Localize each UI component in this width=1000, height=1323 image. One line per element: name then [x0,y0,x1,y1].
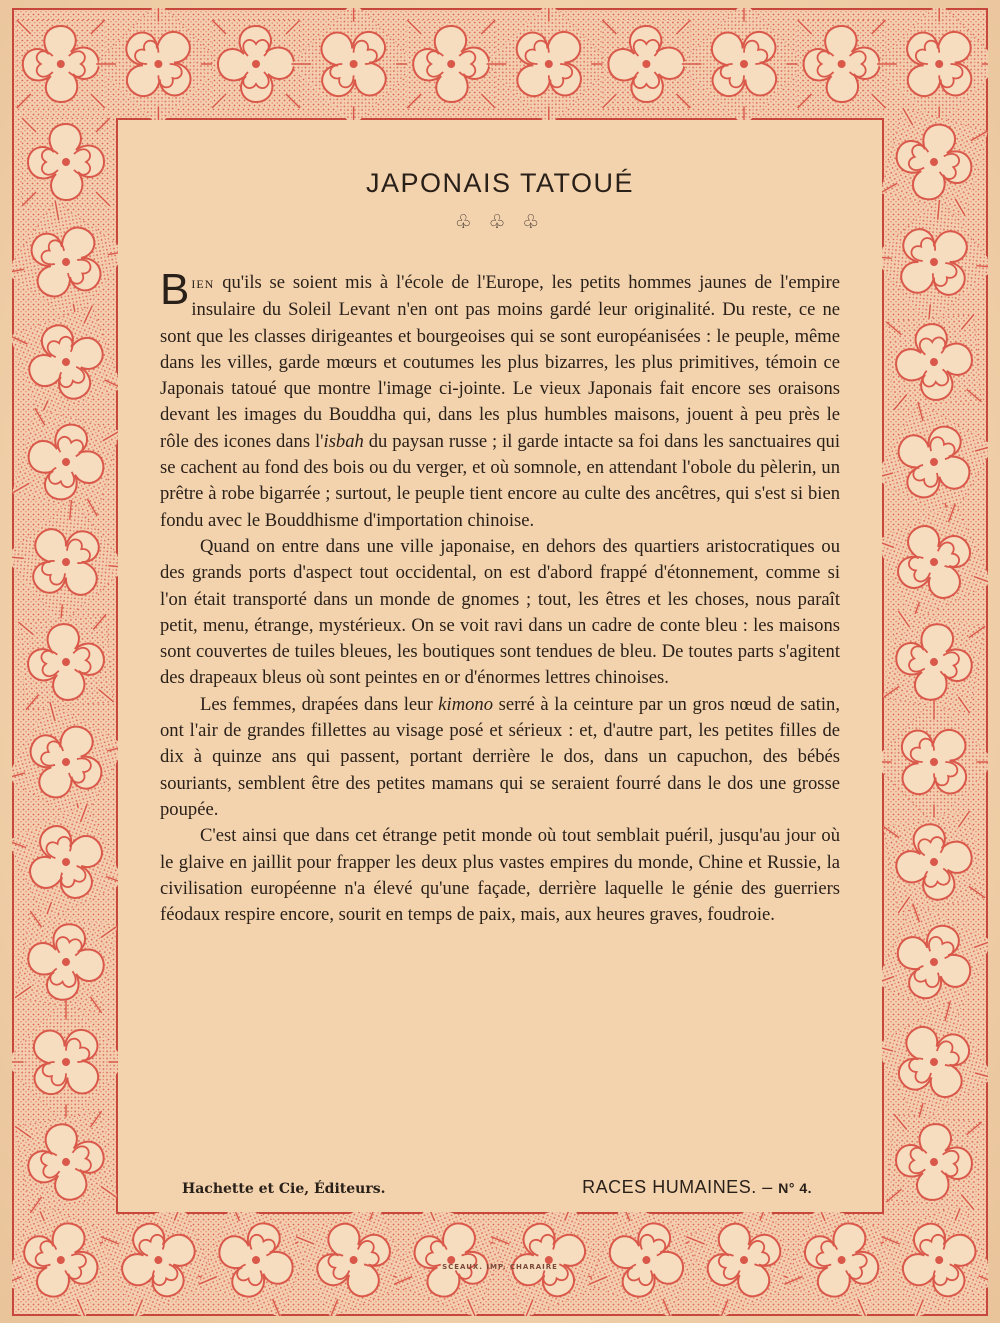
border-motif [15,911,117,1013]
border-motif [407,20,495,108]
border-motif [212,20,300,108]
drop-cap: B [160,265,190,314]
paragraph-1-text-end: du paysan russe ; il garde intacte sa foi dans les sanctuaires qui se cachent au fond des bois ou du verger, et où somnole, en attendant l'obole du pèlerin, un prêtre à robe bigarrée ; surtout, le peuple tient encore au culte des ancêtres, qui s'est si bien fondu avec le Bouddhisme d'importation chinoise. [160,430,840,531]
paragraph-3-text-end: serré à la ceinture par un gros nœud de satin, ont l'air de grandes fillettes au visage posé et sérieux : et, d'autre part, les petites filles de dix à quinze ans qui passent, portant derrière le dos, dans un capuchon, des bébés souriants, semblent être des petites mamans qui se seraient fourré dans le dos une grosse poupée. [160,693,840,820]
border-motif [883,611,985,713]
series-number: N° 4. [778,1180,812,1196]
paragraph-2: Quand on entre dans une ville japonaise, en dehors des quartiers aristocratiques ou des grands ports d'aspect tout occidental, on est d'abord frappé d'étonnement, comme si l'on était transporté dans un monde de gnomes ; tout, les êtres et les choses, nous paraît petit, menu, étrange, mystérieux. On se voit ravi dans un cadre de conte bleu : les maisons sont couvertes de tuiles bleues, les boutiques sont tendues de bleu. De toutes parts s'agitent des drapeaux bleus où sont peintes en or d'énormes lettres chinoises. [160,535,840,689]
paragraph-3-text: Les femmes, drapées dans leur [200,693,439,715]
paragraph-1 [160,265,840,534]
series-title: RACES HUMAINES. – [582,1177,779,1197]
paragraph-4: C'est ainsi que dans cet étrange petit monde où tout semblait puéril, jusqu'au jour où le glaive en jaillit pour frapper les deux plus vastes empires du monde, Chine et Russie, la civilisation européenne n'a élevé qu'une façade, derrière laquelle le génie des guerriers féodaux respire encore, sourit en temps de paix, mais, aux heures graves, foudroie. [160,825,840,926]
title-ornament: ♧ ♧ ♧ [454,212,546,233]
paragraph-1-italic: isbah [323,430,364,452]
border-motif [18,614,113,709]
border-motif [886,1114,981,1209]
border-motif [22,118,110,206]
printer-imprint: SCEAUX. IMP. CHARAIRE [442,1263,558,1271]
paragraph-3-italic: kimono [438,693,494,715]
page-title: JAPONAIS TATOUÉ [365,168,635,198]
paragraph-3 [160,692,840,823]
paragraph-1-smallcaps: IEN [191,277,215,291]
border-motif [798,20,886,108]
publisher-credit: Hachette et Cie, Éditeurs. [182,1181,386,1197]
series-label [582,1177,812,1198]
border-motif [17,20,105,108]
paragraph-1-text: qu'ils se soient mis à l'école de l'Europe, les petits hommes jaunes de l'empire insulaire du Soleil Levant n'en ont pas moins gardé leur originalité. Du reste, ce ne sont que les classes dirigeantes et bourgeoises qui se sont européanisées : le peuple, même dans les villes, garde mœurs et coutumes les plus bizarres, les plus primitives, témoin ce Japonais tatoué que montre l'image ci-jointe. Le vieux Japonais fait encore ses oraisons devant les images du Bouddha qui, dans les plus humbles maisons, jouent à peu près le rôle des icones dans l' [160,272,840,452]
border-motif [15,1111,117,1213]
article-content [160,168,840,928]
article-body [160,265,840,928]
border-motif [886,314,981,409]
border-motif [883,811,985,913]
border-motif [602,20,690,108]
